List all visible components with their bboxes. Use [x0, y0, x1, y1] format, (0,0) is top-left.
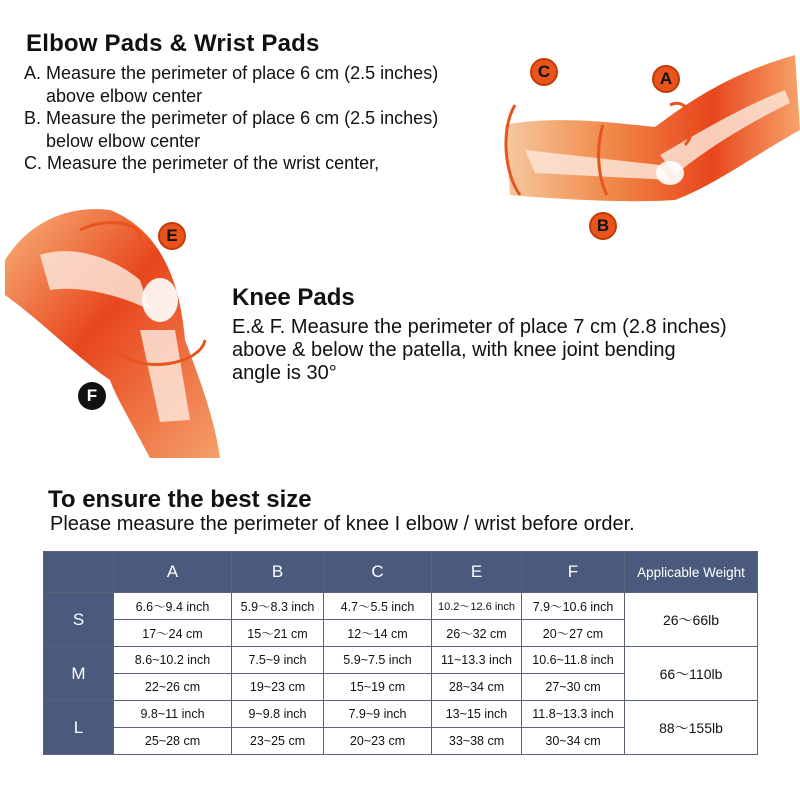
elbow-section-title: Elbow Pads & Wrist Pads: [26, 30, 320, 57]
cell-a-inch: 6.6～9.4 inch: [114, 593, 232, 620]
leg-shape: [5, 209, 220, 458]
cell-b-inch: 5.9～8.3 inch: [232, 593, 324, 620]
cell-e-cm: 33~38 cm: [432, 728, 522, 755]
header-weight: Applicable Weight: [625, 552, 758, 593]
instruction-a-line1: A. Measure the perimeter of place 6 cm (2.5 inches): [24, 63, 439, 83]
header-a: A: [114, 552, 232, 593]
weight-cell-m: 66～110lb: [625, 647, 758, 701]
header-c: C: [324, 552, 432, 593]
cell-b-inch: 9~9.8 inch: [232, 701, 324, 728]
knee-instructions: [232, 316, 800, 385]
instruction-b-line2: below elbow center: [46, 130, 201, 151]
instruction-c: C. Measure the perimeter of the wrist center,: [24, 153, 380, 173]
header-f: F: [522, 552, 625, 593]
cell-a-cm: 25~28 cm: [114, 728, 232, 755]
marker-b: B: [589, 212, 617, 240]
knee-line-2: above & below the patella, with knee joint bending: [232, 339, 676, 361]
cell-a-cm: 22~26 cm: [114, 674, 232, 701]
cell-b-cm: 19~23 cm: [232, 674, 324, 701]
cell-b-cm: 23~25 cm: [232, 728, 324, 755]
cell-e-inch: 11~13.3 inch: [432, 647, 522, 674]
cell-f-cm: 30~34 cm: [522, 728, 625, 755]
knee-line-3: angle is 30°: [232, 362, 337, 384]
elbow-joint: [656, 161, 684, 185]
marker-e: E: [158, 222, 186, 250]
cell-a-cm: 17～24 cm: [114, 620, 232, 647]
cell-a-inch: 9.8~11 inch: [114, 701, 232, 728]
size-chart-table: [43, 551, 758, 755]
cell-b-cm: 15～21 cm: [232, 620, 324, 647]
cell-c-inch: 5.9~7.5 inch: [324, 647, 432, 674]
header-blank: [44, 552, 114, 593]
cell-c-cm: 12～14 cm: [324, 620, 432, 647]
cell-f-cm: 27~30 cm: [522, 674, 625, 701]
knee-illustration: [0, 200, 230, 460]
size-guide-subtitle: Please measure the perimeter of knee I elbow / wrist before order.: [50, 513, 635, 535]
header-e: E: [432, 552, 522, 593]
cell-e-cm: 26～32 cm: [432, 620, 522, 647]
table-row: [44, 647, 758, 674]
cell-f-inch: 7.9～10.6 inch: [522, 593, 625, 620]
cell-f-cm: 20～27 cm: [522, 620, 625, 647]
size-guide-title: To ensure the best size: [48, 486, 312, 513]
cell-c-cm: 15~19 cm: [324, 674, 432, 701]
instruction-b-line1: B. Measure the perimeter of place 6 cm (2.5 inches): [24, 108, 439, 128]
cell-b-inch: 7.5~9 inch: [232, 647, 324, 674]
cell-c-inch: 7.9~9 inch: [324, 701, 432, 728]
cell-e-cm: 28~34 cm: [432, 674, 522, 701]
cell-e-inch: 10.2～12.6 inch: [432, 593, 522, 620]
cell-c-cm: 20~23 cm: [324, 728, 432, 755]
cell-a-inch: 8.6~10.2 inch: [114, 647, 232, 674]
size-label-l: L: [44, 701, 114, 755]
table-header-row: [44, 552, 758, 593]
cell-e-inch: 13~15 inch: [432, 701, 522, 728]
header-b: B: [232, 552, 324, 593]
marker-f: F: [78, 382, 106, 410]
size-label-s: S: [44, 593, 114, 647]
patella: [142, 278, 178, 322]
elbow-instructions: [24, 62, 494, 175]
cell-f-inch: 11.8~13.3 inch: [522, 701, 625, 728]
instruction-a-line2: above elbow center: [46, 85, 203, 106]
knee-line-1: E.& F. Measure the perimeter of place 7 cm (2.8 inches): [232, 316, 727, 338]
size-label-m: M: [44, 647, 114, 701]
marker-c: C: [530, 58, 558, 86]
table-row: [44, 701, 758, 728]
table-row: [44, 593, 758, 620]
cell-c-inch: 4.7～5.5 inch: [324, 593, 432, 620]
weight-cell-s: 26～66lb: [625, 593, 758, 647]
cell-f-inch: 10.6~11.8 inch: [522, 647, 625, 674]
marker-a: A: [652, 65, 680, 93]
knee-section-title: Knee Pads: [232, 284, 355, 311]
weight-cell-l: 88～155lb: [625, 701, 758, 755]
